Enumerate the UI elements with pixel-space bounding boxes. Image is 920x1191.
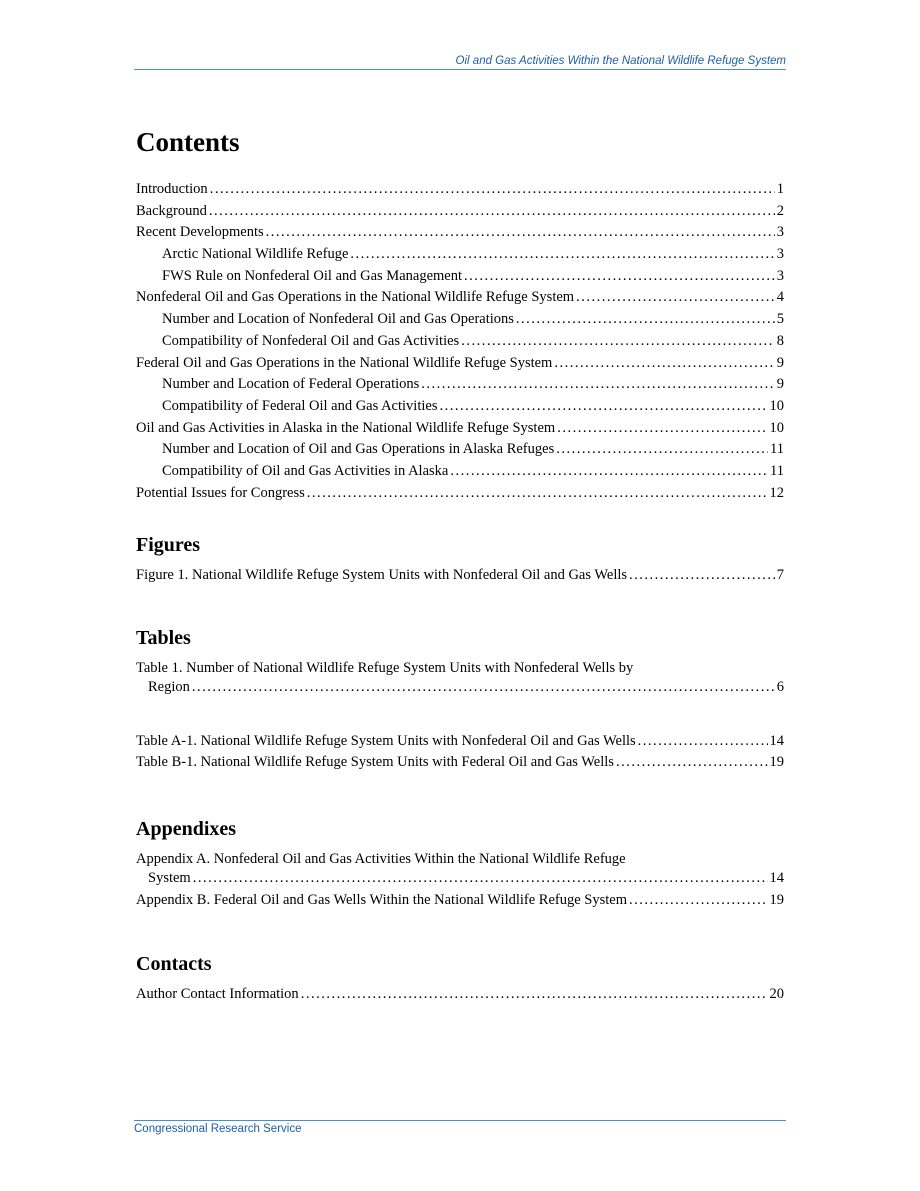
toc-entry-title: Table 1. Number of National Wildlife Refuge System Units with Nonfederal Wells by — [136, 660, 634, 676]
toc-entry-title: Number and Location of Nonfederal Oil and Gas Operations — [162, 311, 514, 328]
toc-entry[interactable] — [136, 354, 784, 373]
tables-heading: Tables — [136, 627, 191, 649]
toc-entry-title: Background — [136, 202, 207, 219]
dot-leader — [209, 202, 775, 221]
toc-entry[interactable] — [136, 891, 784, 910]
toc-entry-page: 14 — [769, 870, 784, 886]
toc-entry[interactable] — [136, 180, 784, 199]
dot-leader — [616, 753, 768, 772]
appendixes-heading: Appendixes — [136, 818, 237, 840]
toc-entry[interactable] — [136, 223, 784, 242]
dot-leader — [450, 462, 768, 481]
figures-list — [136, 566, 784, 585]
toc-entry[interactable] — [136, 440, 784, 459]
contents-section — [136, 124, 784, 505]
toc-entry-page: 14 — [769, 732, 784, 749]
header-title: Oil and Gas Activities Within the National Wildlife Refuge System — [455, 55, 786, 67]
dot-leader — [350, 245, 774, 264]
toc-entry[interactable] — [136, 267, 784, 286]
toc-entry[interactable] — [136, 288, 784, 307]
figures-section — [136, 532, 784, 588]
toc-entry-page: 9 — [776, 376, 784, 393]
toc-entry-title: Introduction — [136, 181, 208, 197]
toc-entry-title: Table B-1. National Wildlife Refuge System Units with Federal Oil and Gas Wells — [136, 754, 614, 771]
dot-leader — [557, 419, 767, 438]
toc-entry-title: FWS Rule on Nonfederal Oil and Gas Management — [162, 267, 462, 284]
toc-entry-page: 5 — [776, 311, 784, 328]
toc-entry-title: Number and Location of Oil and Gas Operations in Alaska Refuges — [162, 441, 555, 458]
dot-leader — [629, 566, 775, 585]
toc-entry[interactable] — [136, 462, 784, 481]
toc-entry[interactable] — [136, 753, 784, 772]
toc-entry-title: Figure 1. National Wildlife Refuge System Units with Nonfederal Oil and Gas Wells — [136, 567, 628, 583]
toc-entry[interactable] — [136, 732, 784, 751]
toc-entry-page: 3 — [776, 246, 784, 263]
toc-entry-title: Compatibility of Oil and Gas Activities in Alaska — [162, 462, 449, 479]
toc-entry-page: 3 — [776, 267, 784, 284]
toc-entry-page: 9 — [776, 354, 784, 371]
toc-entry-page: 10 — [769, 419, 784, 436]
toc-entry-page: 7 — [776, 567, 784, 583]
toc-entry-title: Author Contact Information — [136, 986, 299, 1002]
toc-entry-appendix-a[interactable] — [136, 850, 784, 888]
toc-entry-title: Compatibility of Nonfederal Oil and Gas Activities — [162, 332, 460, 349]
toc-entry-page: 11 — [770, 441, 784, 458]
contacts-heading: Contacts — [136, 953, 212, 975]
contents-list — [136, 180, 784, 503]
dot-leader — [464, 267, 775, 286]
toc-entry-title: Compatibility of Federal Oil and Gas Activities — [162, 397, 438, 414]
dot-leader — [516, 310, 775, 329]
dot-leader — [193, 869, 768, 888]
contents-heading: Contents — [136, 127, 240, 157]
toc-entry[interactable] — [136, 419, 784, 438]
toc-entry[interactable] — [136, 985, 784, 1004]
dot-leader — [301, 985, 768, 1004]
toc-entry-page: 1 — [776, 181, 784, 197]
toc-entry-title-cont: Region — [148, 679, 190, 695]
toc-entry-title: Nonfederal Oil and Gas Operations in the National Wildlife Refuge System — [136, 289, 575, 306]
dot-leader — [421, 375, 774, 394]
dot-leader — [266, 223, 775, 242]
toc-entry[interactable] — [136, 245, 784, 264]
running-header — [134, 55, 786, 70]
running-footer — [134, 1120, 786, 1135]
toc-entry-title-cont: System — [148, 870, 191, 886]
toc-entry[interactable] — [136, 202, 784, 221]
dot-leader — [629, 891, 768, 910]
tables-list — [136, 732, 784, 773]
appendixes-section — [136, 816, 784, 912]
dot-leader — [307, 484, 768, 503]
appendixes-list — [136, 891, 784, 910]
toc-entry-title: Appendix B. Federal Oil and Gas Wells Within the National Wildlife Refuge System — [136, 891, 627, 908]
figures-heading: Figures — [136, 534, 201, 556]
toc-entry-page: 12 — [769, 484, 784, 501]
toc-entry-title: Appendix A. Nonfederal Oil and Gas Activities Within the National Wildlife Refuge — [136, 851, 626, 867]
toc-entry-title: Potential Issues for Congress — [136, 484, 305, 501]
toc-entry[interactable] — [136, 310, 784, 329]
footer-org: Congressional Research Service — [134, 1123, 302, 1135]
toc-entry-page: 3 — [776, 224, 784, 241]
contacts-section — [136, 951, 784, 1007]
toc-entry-title: Oil and Gas Activities in Alaska in the National Wildlife Refuge System — [136, 419, 556, 436]
toc-entry-title: Arctic National Wildlife Refuge — [162, 246, 349, 263]
contacts-list — [136, 985, 784, 1004]
toc-entry-page: 4 — [776, 289, 784, 306]
dot-leader — [576, 288, 775, 307]
toc-entry-title: Recent Developments — [136, 224, 264, 241]
dot-leader — [439, 397, 767, 416]
dot-leader — [192, 678, 775, 697]
toc-entry[interactable] — [136, 397, 784, 416]
dot-leader — [556, 440, 768, 459]
dot-leader — [461, 332, 775, 351]
toc-entry-page: 2 — [776, 202, 784, 219]
dot-leader — [638, 732, 768, 751]
toc-entry-page: 11 — [770, 462, 784, 479]
toc-entry[interactable] — [136, 484, 784, 503]
toc-entry[interactable] — [136, 375, 784, 394]
dot-leader — [210, 180, 775, 199]
toc-entry-page: 19 — [769, 754, 784, 771]
toc-entry-page: 19 — [769, 891, 784, 908]
toc-entry-page: 8 — [776, 332, 784, 349]
toc-entry-page: 10 — [769, 397, 784, 414]
toc-entry[interactable] — [136, 332, 784, 351]
tables-section — [136, 625, 784, 775]
toc-entry-title: Number and Location of Federal Operations — [162, 376, 420, 393]
toc-entry-title: Table A-1. National Wildlife Refuge System Units with Nonfederal Oil and Gas Wells — [136, 732, 636, 749]
toc-entry[interactable] — [136, 566, 784, 585]
toc-entry-table-1[interactable] — [136, 659, 784, 697]
toc-entry-page: 6 — [776, 679, 784, 695]
toc-entry-title: Federal Oil and Gas Operations in the National Wildlife Refuge System — [136, 354, 553, 371]
dot-leader — [554, 354, 774, 373]
toc-entry-page: 20 — [769, 986, 784, 1002]
